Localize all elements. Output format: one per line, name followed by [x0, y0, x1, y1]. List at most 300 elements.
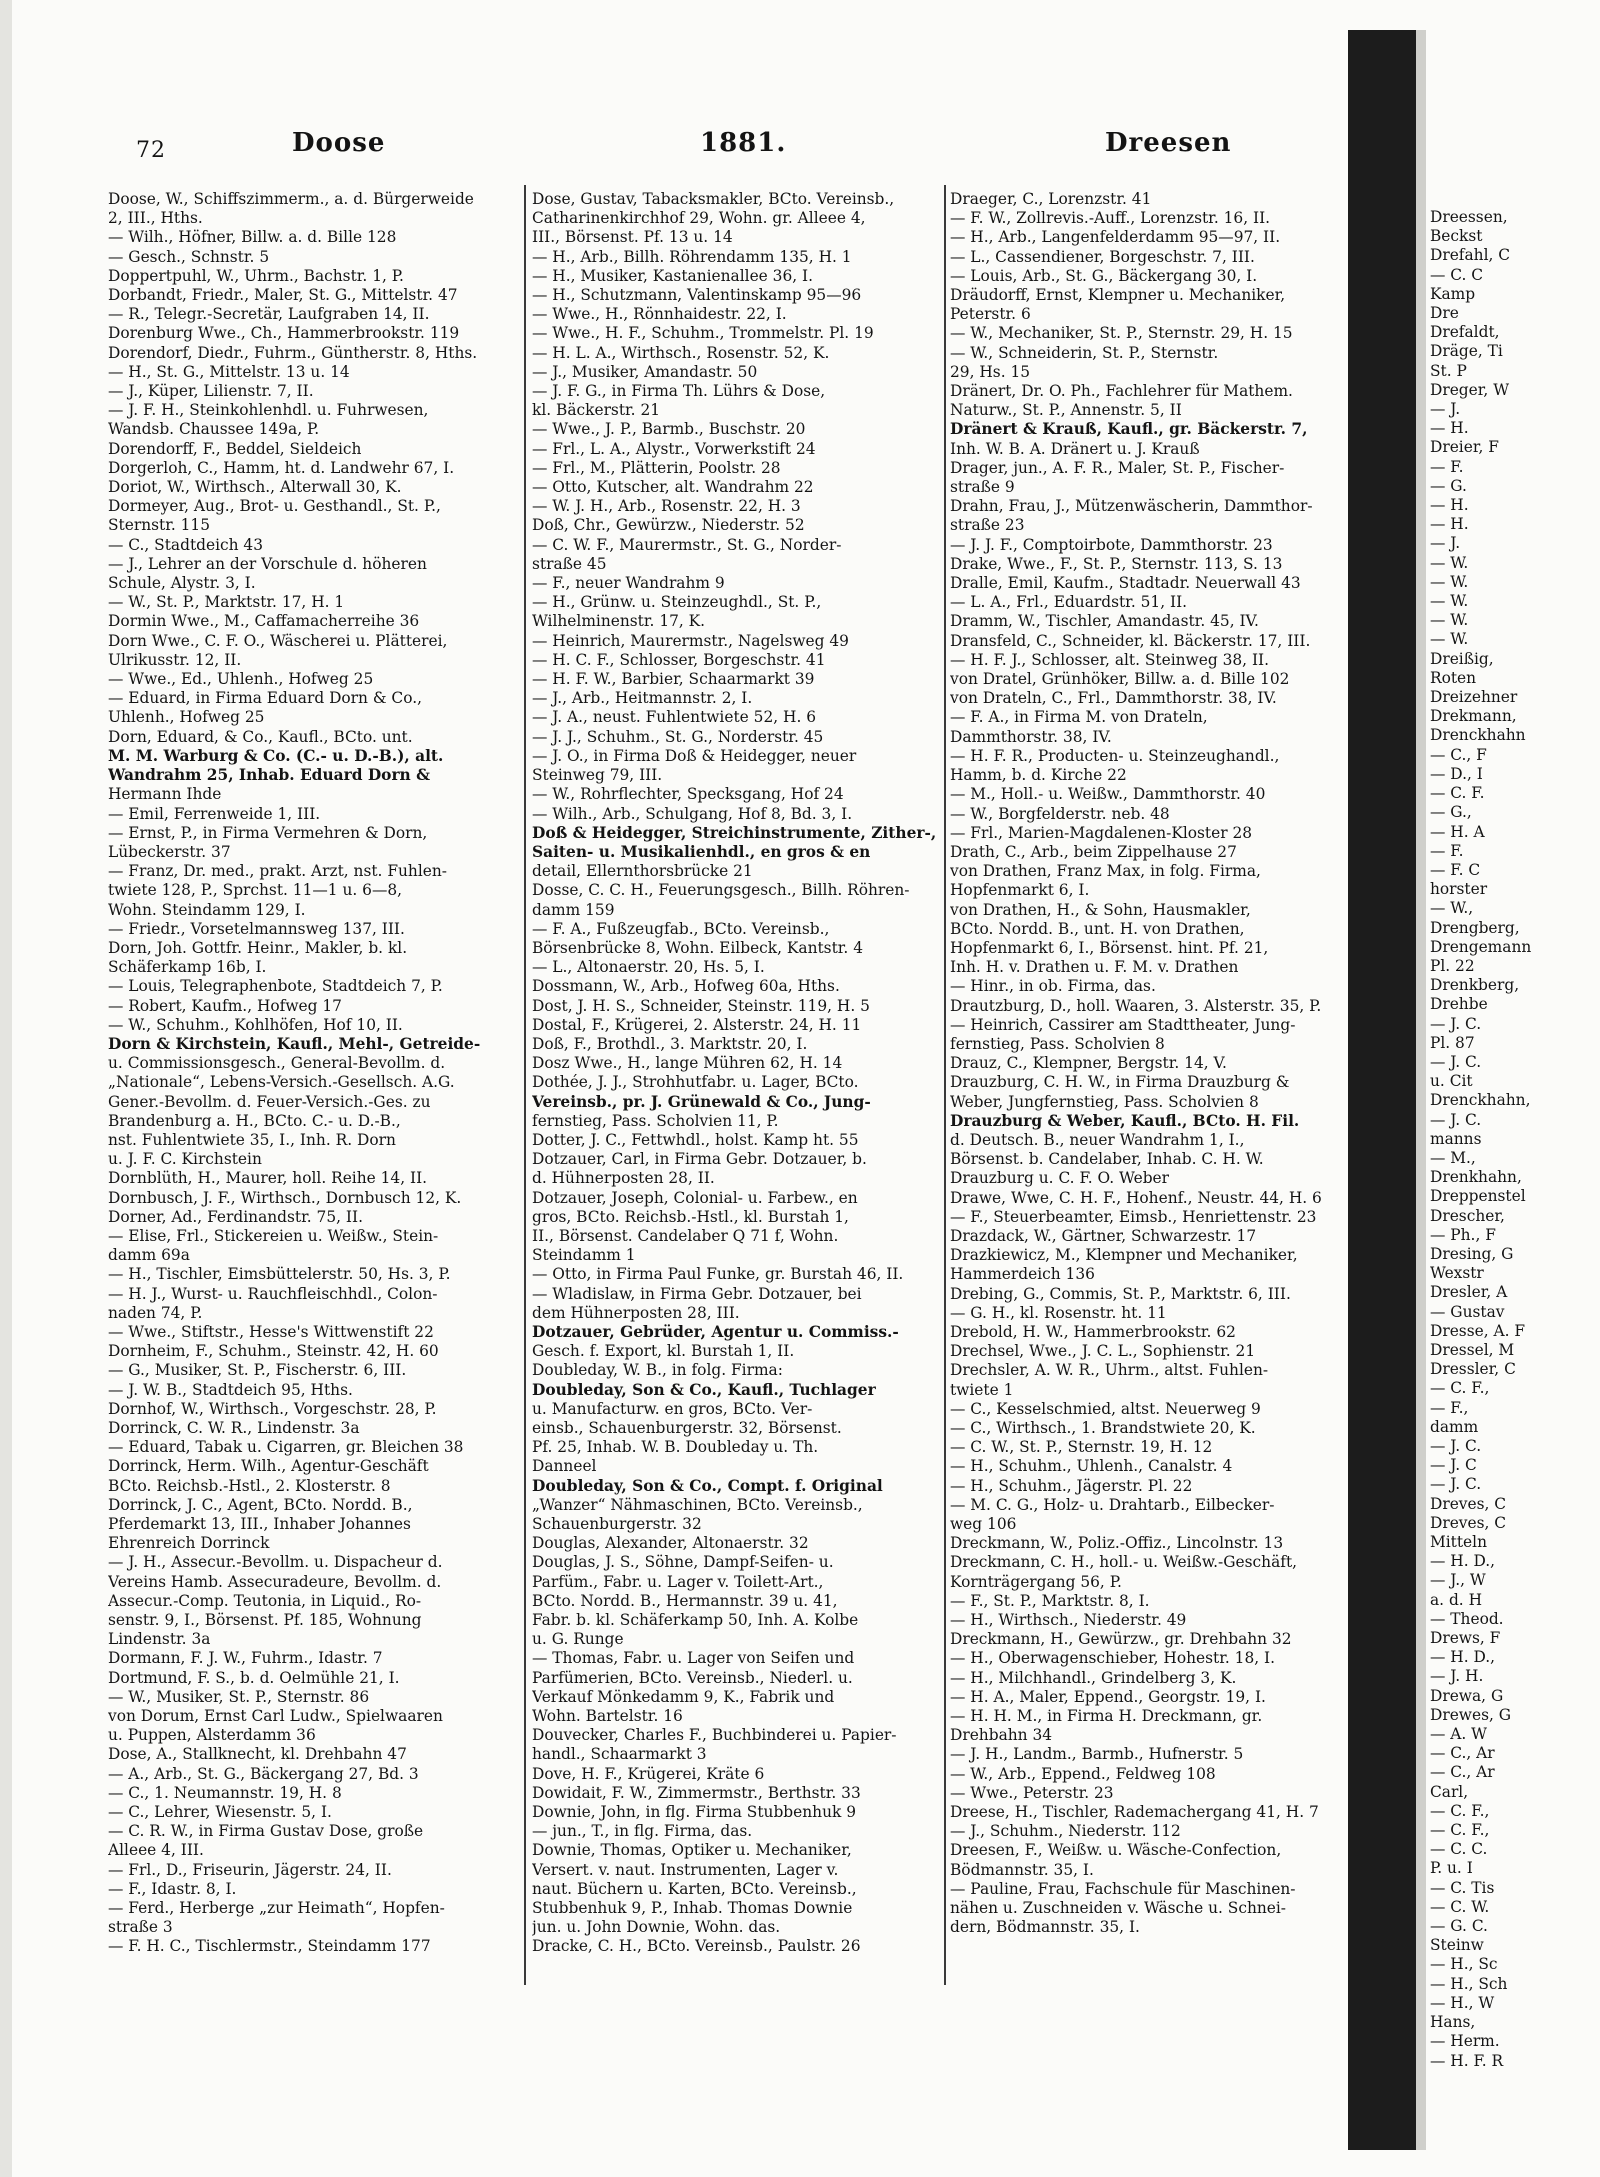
directory-entry-line: Vereinsb., pr. J. Grünewald & Co., Jung-	[532, 1092, 871, 1111]
right-running-head: Dreesen	[1105, 128, 1232, 158]
directory-entry-line: — J., Schuhm., Niederstr. 112	[950, 1822, 1181, 1841]
directory-entry-line: Dorn & Kirchstein, Kaufl., Mehl-, Getreide-	[108, 1034, 481, 1053]
binding-shadow	[1348, 30, 1416, 2150]
directory-entry-line: BCto. Nordd. B., Hermannstr. 39 u. 41,	[532, 1591, 838, 1610]
directory-entry-line: Dornblüth, H., Maurer, holl. Reihe 14, II.	[108, 1169, 428, 1188]
directory-entry-line: — H., Arb., Langenfelderdamm 95—97, II.	[950, 228, 1281, 247]
directory-entry-line: twiete 1	[950, 1380, 1014, 1399]
directory-entry-line: Hamm, b. d. Kirche 22	[950, 766, 1127, 785]
directory-entry-line: Pl. 22	[1430, 956, 1475, 975]
directory-entry-line: — Otto, in Firma Paul Funke, gr. Burstah 46, II.	[532, 1265, 904, 1284]
directory-entry-line: — M.,	[1430, 1148, 1476, 1167]
directory-entry-line: — H., Grünw. u. Steinzeughdl., St. P.,	[532, 593, 822, 612]
directory-entry-line: — W.	[1430, 630, 1469, 649]
directory-entry-line: — H., Schuhm., Jägerstr. Pl. 22	[950, 1476, 1193, 1495]
directory-entry-line: Roten	[1430, 668, 1477, 687]
directory-entry-line: Drenkhahn,	[1430, 1168, 1522, 1187]
directory-entry-line: — Eduard, Tabak u. Cigarren, gr. Bleichen 38	[108, 1438, 464, 1457]
directory-entry-line: naut. Büchern u. Karten, BCto. Vereinsb.,	[532, 1879, 857, 1898]
directory-entry-line: — R., Telegr.-Secretär, Laufgraben 14, II.	[108, 305, 430, 324]
directory-entry-line: — J. H., Assecur.-Bevollm. u. Dispacheur d.	[108, 1553, 443, 1572]
directory-entry-line: — F. W., Zollrevis.-Auff., Lorenzstr. 16, II.	[950, 209, 1271, 228]
directory-column-4-partial	[1430, 208, 1600, 2071]
directory-entry-line: u. Puppen, Alsterdamm 36	[108, 1726, 316, 1745]
directory-entry-line: Dorrinck, C. W. R., Lindenstr. 3a	[108, 1419, 360, 1437]
directory-entry-line: — D., I	[1430, 764, 1483, 783]
directory-entry-line: — J. C.	[1430, 1014, 1482, 1033]
directory-entry-line: Drahn, Frau, J., Mützenwäscherin, Dammthor-	[950, 497, 1313, 516]
directory-entry-line: Kamp	[1430, 284, 1476, 303]
directory-entry-line: Dornbusch, J. F., Wirthsch., Dornbusch 12, K.	[108, 1188, 462, 1207]
directory-entry-line: von Drathen, Franz Max, in folg. Firma,	[950, 862, 1261, 881]
directory-entry-line: Dornheim, F., Schuhm., Steinstr. 42, H. 60	[108, 1342, 439, 1361]
directory-entry-line: — H., Sc	[1430, 1955, 1498, 1974]
directory-entry-line: Schauenburgerstr. 32	[532, 1515, 702, 1534]
year-heading: 1881.	[700, 128, 787, 158]
directory-entry-line: Dammthorstr. 38, IV.	[950, 727, 1112, 746]
directory-entry-line: — F., Steuerbeamter, Eimsb., Henriettenstr. 23	[950, 1207, 1317, 1226]
directory-entry-line: Dräudorff, Ernst, Klempner u. Mechaniker,	[950, 286, 1286, 305]
directory-entry-line: — C., Stadtdeich 43	[108, 535, 264, 554]
directory-entry-line: Dreckmann, W., Poliz.-Offiz., Lincolnstr. 13	[950, 1534, 1284, 1553]
directory-entry-line: — H.	[1430, 515, 1469, 534]
directory-entry-line: Dormin Wwe., M., Caffamacherreihe 36	[108, 612, 420, 631]
directory-entry-line: — F.	[1430, 457, 1464, 476]
directory-entry-line: — H., Schutzmann, Valentinskamp 95—96	[532, 286, 862, 305]
directory-entry-line: Dresse, A. F	[1430, 1321, 1526, 1340]
directory-entry-line: einsb., Schauenburgerstr. 32, Börsenst.	[532, 1419, 842, 1437]
directory-entry-line: — Frl., D., Friseurin, Jägerstr. 24, II.	[108, 1860, 392, 1879]
directory-entry-line: — G. C.	[1430, 1917, 1488, 1936]
directory-entry-line: Fabr. b. kl. Schäferkamp 50, Inh. A. Kolbe	[532, 1611, 859, 1630]
directory-entry-line: — J. A., neust. Fuhlentwiete 52, H. 6	[532, 708, 817, 727]
directory-entry-line: — J.	[1430, 534, 1461, 553]
directory-entry-line: Dorrinck, Herm. Wilh., Agentur-Geschäft	[108, 1457, 429, 1476]
directory-entry-line: — H. A., Maler, Eppend., Georgstr. 19, I.	[950, 1687, 1266, 1706]
directory-entry-line: Douglas, J. S., Söhne, Dampf-Seifen- u.	[532, 1553, 834, 1572]
directory-entry-line: Dransfeld, C., Schneider, kl. Bäckerstr. 17, III.	[950, 631, 1311, 650]
directory-entry-line: Steindamm 1	[532, 1246, 636, 1265]
directory-entry-line: Dotzauer, Joseph, Colonial- u. Farbew., en	[532, 1188, 858, 1207]
directory-entry-line: Dräge, Ti	[1430, 342, 1503, 361]
directory-entry-line: — M. C. G., Holz- u. Drahtarb., Eilbecker-	[950, 1495, 1275, 1514]
directory-entry-line: Downie, John, in flg. Firma Stubbenhuk 9	[532, 1803, 856, 1822]
directory-entry-line: Drauz, C., Klempner, Bergstr. 14, V.	[950, 1054, 1227, 1073]
directory-entry-line: Kornträgergang 56, P.	[950, 1572, 1122, 1591]
directory-entry-line: — F. A., in Firma M. von Drateln,	[950, 708, 1208, 727]
directory-entry-line: — H. A	[1430, 822, 1485, 841]
directory-entry-line: — C. R. W., in Firma Gustav Dose, große	[108, 1822, 424, 1841]
directory-entry-line: Dorrinck, J. C., Agent, BCto. Nordd. B.,	[108, 1495, 413, 1514]
directory-entry-line: Drehbahn 34	[950, 1726, 1053, 1745]
directory-entry-line: — G.	[1430, 476, 1467, 495]
directory-entry-line: Drefaldt,	[1430, 323, 1500, 342]
directory-entry-line: u. J. F. C. Kirchstein	[108, 1150, 262, 1169]
directory-entry-line: Dreger, W	[1430, 380, 1510, 399]
directory-entry-line: Brandenburg a. H., BCto. C.- u. D.-B.,	[108, 1111, 401, 1130]
directory-entry-line: — W.	[1430, 611, 1469, 630]
directory-entry-line: Inh. W. B. A. Dränert u. J. Krauß	[950, 439, 1200, 458]
directory-entry-line: Downie, Thomas, Optiker u. Mechaniker,	[532, 1841, 852, 1860]
directory-entry-line: — Frl., M., Plätterin, Poolstr. 28	[532, 458, 781, 477]
directory-entry-line: Hermann Ihde	[108, 785, 222, 804]
directory-entry-line: — Ferd., Herberge „zur Heimath“, Hopfen-	[108, 1899, 445, 1918]
directory-entry-line: twiete 128, P., Sprchst. 11—1 u. 6—8,	[108, 881, 403, 900]
directory-entry-line: Steinweg 79, III.	[532, 766, 663, 785]
directory-entry-line: Schäferkamp 16b, I.	[108, 958, 267, 977]
directory-entry-line: Dreckmann, C. H., holl.- u. Weißw.-Geschäft,	[950, 1553, 1298, 1572]
directory-entry-line: — C. W., St. P., Sternstr. 19, H. 12	[950, 1438, 1213, 1457]
directory-entry-line: Ehrenreich Dorrinck	[108, 1534, 270, 1553]
directory-entry-line: — C., Ar	[1430, 1744, 1495, 1763]
directory-entry-line: Hopfenmarkt 6, I.	[950, 881, 1090, 900]
directory-entry-line: BCto. Nordd. B., unt. H. von Drathen,	[950, 919, 1245, 938]
directory-entry-line: Dosz Wwe., H., lange Mühren 62, H. 14	[532, 1054, 843, 1073]
directory-entry-line: nst. Fuhlentwiete 35, I., Inh. R. Dorn	[108, 1130, 396, 1149]
directory-entry-line: — G.,	[1430, 803, 1472, 822]
directory-entry-line: — W.	[1430, 572, 1469, 591]
directory-entry-line: — C., 1. Neumannstr. 19, H. 8	[108, 1783, 342, 1802]
directory-entry-line: gros, BCto. Reichsb.-Hstl., kl. Burstah 1,	[532, 1207, 849, 1226]
directory-entry-line: Dralle, Emil, Kaufm., Stadtadr. Neuerwall 43	[950, 574, 1301, 593]
directory-entry-line: Gesch. f. Export, kl. Burstah 1, II.	[532, 1342, 795, 1361]
directory-entry-line: — Louis, Arb., St. G., Bäckergang 30, I.	[950, 266, 1258, 285]
directory-entry-line: — H. F. R., Producten- u. Steinzeughandl.,	[950, 746, 1280, 765]
directory-entry-line: Lübeckerstr. 37	[108, 842, 231, 861]
directory-entry-line: — H., W	[1430, 1993, 1495, 2012]
directory-entry-line: Drenkberg,	[1430, 976, 1520, 995]
directory-entry-line: — W.,	[1430, 899, 1474, 918]
directory-entry-line: — Emil, Ferrenweide 1, III.	[108, 804, 321, 823]
directory-entry-line: fernstieg, Pass. Scholvien 11, P.	[532, 1111, 779, 1130]
directory-entry-line: — W., St. P., Marktstr. 17, H. 1	[108, 593, 345, 612]
directory-entry-line: — C. W.	[1430, 1897, 1490, 1916]
directory-entry-line: Wohn. Bartelstr. 16	[532, 1707, 683, 1726]
directory-entry-line: — Wwe., Stiftstr., Hesse's Wittwenstift 22	[108, 1322, 434, 1341]
directory-entry-line: naden 74, P.	[108, 1303, 203, 1322]
directory-entry-line: Stubbenhuk 9, P., Inhab. Thomas Downie	[532, 1899, 853, 1918]
directory-entry-line: Börsenst. b. Candelaber, Inhab. C. H. W.	[950, 1150, 1264, 1169]
directory-entry-line: — Louis, Telegraphenbote, Stadtdeich 7, P.	[108, 977, 443, 996]
directory-entry-line: — Eduard, in Firma Eduard Dorn & Co.,	[108, 689, 422, 708]
directory-entry-line: — Gesch., Schnstr. 5	[108, 247, 270, 266]
directory-entry-line: „Wanzer“ Nähmaschinen, BCto. Vereinsb.,	[532, 1495, 863, 1514]
directory-entry-line: — Pauline, Frau, Fachschule für Maschinen-	[950, 1879, 1296, 1898]
directory-entry-line: Parfümerien, BCto. Vereinsb., Niederl. u.	[532, 1668, 853, 1687]
directory-entry-line: — H.	[1430, 419, 1469, 438]
directory-entry-line: Dre	[1430, 304, 1459, 323]
directory-entry-line: Douvecker, Charles F., Buchbinderei u. Papier-	[532, 1726, 897, 1745]
directory-entry-line: — F.	[1430, 841, 1464, 860]
scan-left-edge	[0, 0, 12, 2177]
directory-entry-line: — C., Wirthsch., 1. Brandstwiete 20, K.	[950, 1419, 1256, 1437]
directory-entry-line: Verkauf Mönkedamm 9, K., Fabrik und	[532, 1687, 835, 1706]
column-rule-1	[524, 185, 526, 1985]
directory-entry-line: — Otto, Kutscher, alt. Wandrahm 22	[532, 478, 814, 497]
directory-entry-line: Draeger, C., Lorenzstr. 41	[950, 190, 1152, 208]
directory-entry-line: Drebold, H. W., Hammerbrookstr. 62	[950, 1322, 1236, 1341]
directory-entry-line: — Theod.	[1430, 1609, 1504, 1628]
directory-entry-line: Drautzburg, D., holl. Waaren, 3. Alsterstr. 35, P.	[950, 996, 1322, 1015]
directory-entry-line: — Herm.	[1430, 2032, 1500, 2051]
directory-entry-line: Gener.-Bevollm. d. Feuer-Versich.-Ges. zu	[108, 1092, 431, 1111]
page-gutter	[1416, 30, 1426, 2150]
directory-entry-line: Dormeyer, Aug., Brot- u. Gesthandl., St. P.,	[108, 497, 441, 516]
directory-entry-line: von Dorum, Ernst Carl Ludw., Spielwaaren	[108, 1707, 443, 1726]
directory-entry-line: — jun., T., in flg. Firma, das.	[532, 1822, 753, 1841]
directory-entry-line: jun. u. John Downie, Wohn. das.	[532, 1918, 781, 1937]
directory-entry-line: fernstieg, Pass. Scholvien 8	[950, 1034, 1165, 1053]
directory-entry-line: Drauzburg u. C. F. O. Weber	[950, 1169, 1170, 1188]
directory-entry-line: Pferdemarkt 13, III., Inhaber Johannes	[108, 1515, 411, 1534]
directory-entry-line: straße 23	[950, 516, 1025, 535]
directory-entry-line: — W.	[1430, 553, 1469, 572]
directory-entry-line: — F., neuer Wandrahm 9	[532, 574, 725, 593]
directory-entry-line: — Robert, Kaufm., Hofweg 17	[108, 996, 342, 1015]
directory-entry-line: Drager, jun., A. F. R., Maler, St. P., Fischer-	[950, 458, 1285, 477]
directory-entry-line: Douglas, Alexander, Altonaerstr. 32	[532, 1534, 809, 1553]
directory-entry-line: — H. C. F., Schlosser, Borgeschstr. 41	[532, 650, 826, 669]
directory-entry-line: — H. H. M., in Firma H. Dreckmann, gr.	[950, 1707, 1263, 1726]
directory-entry-line: Dost, J. H. S., Schneider, Steinstr. 119, H. 5	[532, 996, 870, 1015]
directory-entry-line: Wilhelminenstr. 17, K.	[532, 612, 706, 631]
directory-entry-line: Drehbe	[1430, 995, 1488, 1014]
directory-entry-line: — H. D.,	[1430, 1552, 1496, 1571]
directory-entry-line: — Frl., Marien-Magdalenen-Kloster 28	[950, 823, 1253, 842]
directory-entry-line: Lindenstr. 3a	[108, 1630, 211, 1649]
directory-entry-line: Dormann, F. J. W., Fuhrm., Idastr. 7	[108, 1649, 383, 1668]
directory-entry-line: Weber, Jungfernstieg, Pass. Scholvien 8	[950, 1092, 1259, 1111]
directory-entry-line: Doß, Chr., Gewürzw., Niederstr. 52	[532, 516, 805, 535]
directory-entry-line: horster	[1430, 880, 1488, 899]
directory-entry-line: Drawe, Wwe, C. H. F., Hohenf., Neustr. 44, H. 6	[950, 1188, 1322, 1207]
directory-entry-line: 2, III., Hths.	[108, 209, 203, 228]
directory-column-1	[108, 190, 518, 1957]
directory-entry-line: Dreckmann, H., Gewürzw., gr. Drehbahn 32	[950, 1630, 1292, 1649]
directory-entry-line: Drekmann,	[1430, 707, 1517, 726]
directory-entry-line: straße 9	[950, 478, 1015, 497]
directory-entry-line: — F., Idastr. 8, I.	[108, 1879, 237, 1898]
directory-entry-line: Dränert, Dr. O. Ph., Fachlehrer für Mathem.	[950, 382, 1293, 401]
directory-entry-line: Dorn, Eduard, & Co., Kaufl., BCto. unt.	[108, 727, 413, 746]
directory-entry-line: Drazkiewicz, M., Klempner und Mechaniker,	[950, 1246, 1298, 1265]
directory-entry-line: — H., Milchhandl., Grindelberg 3, K.	[950, 1668, 1237, 1687]
directory-entry-line: — J. J., Schuhm., St. G., Norderstr. 45	[532, 727, 824, 746]
directory-entry-line: Danneel	[532, 1457, 597, 1476]
directory-entry-line: — L. A., Frl., Eduardstr. 51, II.	[950, 593, 1188, 612]
directory-entry-line: M. M. Warburg & Co. (C.- u. D.-B.), alt.	[108, 746, 444, 765]
directory-entry-line: — Wwe., Peterstr. 23	[950, 1783, 1114, 1802]
directory-entry-line: a. d. H	[1430, 1590, 1483, 1609]
directory-entry-line: — J. C.	[1430, 1475, 1482, 1494]
directory-entry-line: „Nationale“, Lebens-Versich.-Gesellsch. A.G.	[108, 1073, 455, 1092]
directory-entry-line: — W., Rohrflechter, Specksgang, Hof 24	[532, 785, 844, 804]
directory-entry-line: — W.	[1430, 592, 1469, 611]
directory-entry-line: Dreißig,	[1430, 649, 1494, 668]
directory-entry-line: — J. H., Landm., Barmb., Hufnerstr. 5	[950, 1745, 1244, 1764]
directory-entry-line: — W., Musiker, St. P., Sternstr. 86	[108, 1687, 370, 1706]
directory-entry-line: — F. C	[1430, 860, 1481, 879]
directory-entry-line: Wandsb. Chaussee 149a, P.	[108, 420, 320, 439]
directory-entry-line: senstr. 9, I., Börsenst. Pf. 185, Wohnung	[108, 1611, 422, 1630]
directory-entry-line: Drenckhahn,	[1430, 1091, 1531, 1110]
directory-entry-line: — F.,	[1430, 1398, 1469, 1417]
directory-entry-line: Alleee 4, III.	[108, 1841, 204, 1860]
directory-entry-line: Dotzauer, Carl, in Firma Gebr. Dotzauer, b.	[532, 1150, 867, 1169]
directory-entry-line: Drauzburg & Weber, Kaufl., BCto. H. Fil.	[950, 1111, 1300, 1130]
left-running-head: Doose	[292, 128, 386, 158]
directory-entry-line: Dornhof, W., Wirthsch., Vorgeschstr. 28, P.	[108, 1399, 437, 1418]
directory-entry-line: — Ernst, P., in Firma Vermehren & Dorn,	[108, 823, 428, 842]
directory-entry-line: Sternstr. 115	[108, 516, 211, 535]
directory-entry-line: u. Commissionsgesch., General-Bevollm. d.	[108, 1054, 446, 1073]
directory-entry-line: Dosse, C. C. H., Feuerungsgesch., Billh. Röhren-	[532, 881, 910, 900]
directory-entry-line: — C., Ar	[1430, 1763, 1495, 1782]
directory-entry-line: — L., Altonaerstr. 20, Hs. 5, I.	[532, 958, 765, 977]
directory-column-3	[950, 190, 1344, 1937]
directory-entry-line: — J. J. F., Comptoirbote, Dammthorstr. 23	[950, 535, 1273, 554]
directory-entry-line: — H., Musiker, Kastanienallee 36, I.	[532, 266, 814, 285]
directory-entry-line: — F. H. C., Tischlermstr., Steindamm 177	[108, 1937, 431, 1956]
directory-entry-line: Dose, Gustav, Tabacksmakler, BCto. Vereinsb.,	[532, 190, 895, 208]
directory-entry-line: — Wwe., Ed., Uhlenh., Hofweg 25	[108, 670, 374, 689]
directory-entry-line: Bödmannstr. 35, I.	[950, 1860, 1094, 1879]
directory-entry-line: Dothée, J. J., Strohhutfabr. u. Lager, BCto.	[532, 1073, 859, 1092]
directory-entry-line: Börsenbrücke 8, Wohn. Eilbeck, Kantstr. 4	[532, 938, 864, 957]
directory-entry-line: Drews, F	[1430, 1629, 1501, 1648]
directory-entry-line: St. P	[1430, 361, 1467, 380]
directory-entry-line: Dorner, Ad., Ferdinandstr. 75, II.	[108, 1207, 363, 1226]
directory-entry-line: — J.	[1430, 400, 1461, 419]
directory-entry-line: — J. C.	[1430, 1437, 1482, 1455]
directory-entry-line: Catharinenkirchhof 29, Wohn. gr. Alleee 4,	[532, 209, 866, 228]
directory-entry-line: — J. C.	[1430, 1110, 1482, 1129]
directory-entry-line: Drauzburg, C. H. W., in Firma Drauzburg &	[950, 1073, 1290, 1092]
directory-entry-line: — J., Arb., Heitmannstr. 2, I.	[532, 689, 753, 708]
directory-entry-line: straße 45	[532, 554, 607, 573]
directory-entry-line: Dorbandt, Friedr., Maler, St. G., Mittelstr. 47	[108, 286, 458, 305]
directory-entry-line: — Gustav	[1430, 1302, 1505, 1321]
directory-entry-line: — H., Oberwagenschieber, Hohestr. 18, I.	[950, 1649, 1275, 1668]
directory-entry-line: — C. C.	[1430, 1840, 1488, 1859]
directory-entry-line: u. Manufacturw. en gros, BCto. Ver-	[532, 1399, 813, 1418]
directory-entry-line: — G. H., kl. Rosenstr. ht. 11	[950, 1303, 1167, 1322]
directory-entry-line: Doß & Heidegger, Streichinstrumente, Zither-,	[532, 823, 937, 842]
directory-entry-line: Drewa, G	[1430, 1686, 1504, 1705]
directory-entry-line: Doubleday, W. B., in folg. Firma:	[532, 1361, 783, 1380]
directory-entry-line: Hopfenmarkt 6, I., Börsenst. hint. Pf. 21,	[950, 938, 1269, 957]
directory-entry-line: — J. H.	[1430, 1667, 1484, 1686]
directory-entry-line: — Wilh., Arb., Schulgang, Hof 8, Bd. 3, I.	[532, 804, 853, 823]
directory-entry-line: Schule, Alystr. 3, I.	[108, 574, 256, 593]
directory-entry-line: — C. F.,	[1430, 1821, 1490, 1840]
directory-entry-line: — J. O., in Firma Doß & Heidegger, neuer	[532, 746, 857, 765]
directory-entry-line: BCto. Reichsb.-Hstl., 2. Klosterstr. 8	[108, 1476, 391, 1495]
directory-entry-line: — M., Holl.- u. Weißw., Dammthorstr. 40	[950, 785, 1266, 804]
directory-entry-line: Pf. 25, Inhab. W. B. Doubleday u. Th.	[532, 1438, 819, 1457]
directory-entry-line: Wohn. Steindamm 129, I.	[108, 900, 306, 919]
directory-entry-line: — H., Sch	[1430, 1974, 1508, 1993]
directory-entry-line: — C. Tis	[1430, 1878, 1495, 1897]
directory-entry-line: — J. F. H., Steinkohlenhdl. u. Fuhrwesen,	[108, 401, 429, 420]
directory-entry-line: Dresing, G	[1430, 1244, 1514, 1263]
directory-entry-line: Dove, H. F., Krügerei, Kräte 6	[532, 1764, 765, 1783]
directory-entry-line: Drengemann	[1430, 937, 1532, 956]
directory-entry-line: Dowidait, F. W., Zimmermstr., Berthstr. 33	[532, 1783, 861, 1802]
directory-entry-line: von Dratel, Grünhöker, Billw. a. d. Bille 102	[950, 670, 1290, 689]
directory-entry-line: Dressel, M	[1430, 1340, 1515, 1359]
directory-entry-line: Vereins Hamb. Assecuradeure, Bevollm. d.	[108, 1572, 442, 1591]
directory-entry-line: Doubleday, Son & Co., Kaufl., Tuchlager	[532, 1380, 876, 1399]
column-rule-2	[944, 185, 946, 1985]
directory-entry-line: von Drathen, H., & Sohn, Hausmakler,	[950, 900, 1251, 919]
directory-entry-line: Beckst	[1430, 227, 1483, 246]
directory-entry-line: — H. F. J., Schlosser, alt. Steinweg 38, II.	[950, 650, 1270, 669]
directory-entry-line: Pl. 87	[1430, 1033, 1475, 1052]
directory-entry-line: Drechsel, Wwe., J. C. L., Sophienstr. 21	[950, 1342, 1256, 1361]
directory-entry-line: Carl,	[1430, 1782, 1469, 1801]
directory-entry-line: Hammerdeich 136	[950, 1265, 1095, 1284]
directory-entry-line: Drewes, G	[1430, 1705, 1512, 1724]
directory-entry-line: — L., Cassendiener, Borgeschstr. 7, III.	[950, 247, 1255, 266]
directory-entry-line: Ulrikusstr. 12, II.	[108, 650, 242, 669]
directory-entry-line: Dorenburg Wwe., Ch., Hammerbrookstr. 119	[108, 324, 460, 343]
directory-entry-line: — H., Schuhm., Uhlenh., Canalstr. 4	[950, 1457, 1233, 1476]
directory-entry-line: Drefahl, C	[1430, 246, 1511, 265]
directory-entry-line: Saiten- u. Musikalienhdl., en gros & en	[532, 842, 871, 861]
directory-entry-line: Dotter, J. C., Fettwhdl., holst. Kamp ht. 55	[532, 1130, 859, 1149]
directory-entry-line: — Heinrich, Cassirer am Stadttheater, Jung-	[950, 1015, 1296, 1034]
directory-entry-line: — W., Arb., Eppend., Feldweg 108	[950, 1764, 1216, 1783]
directory-entry-line: Dorendorf, Diedr., Fuhrm., Güntherstr. 8, Hths.	[108, 343, 478, 362]
directory-entry-line: u. Cit	[1430, 1072, 1473, 1091]
directory-entry-line: — J., Küper, Lilienstr. 7, II.	[108, 382, 314, 401]
page-number: 72	[136, 138, 166, 163]
directory-entry-line: nähen u. Zuschneiden v. Wäsche u. Schnei-	[950, 1899, 1287, 1918]
directory-entry-line: — W., Mechaniker, St. P., Sternstr. 29, H. 15	[950, 324, 1293, 343]
directory-entry-line: — Franz, Dr. med., prakt. Arzt, nst. Fuhlen-	[108, 862, 447, 881]
directory-entry-line: — C. F.,	[1430, 1801, 1490, 1820]
directory-entry-line: Drengberg,	[1430, 918, 1520, 937]
directory-entry-line: — A., Arb., St. G., Bäckergang 27, Bd. 3	[108, 1764, 419, 1783]
directory-entry-line: Drenckhahn	[1430, 726, 1526, 745]
directory-entry-line: — Ph., F	[1430, 1225, 1496, 1244]
directory-entry-line: — J., Musiker, Amandastr. 50	[532, 362, 758, 381]
directory-entry-line: detail, Ellernthorsbrücke 21	[532, 862, 753, 881]
directory-entry-line: Versert. v. naut. Instrumenten, Lager v.	[532, 1860, 839, 1879]
directory-entry-line: — H. L. A., Wirthsch., Rosenstr. 52, K.	[532, 343, 830, 362]
directory-entry-line: straße 3	[108, 1918, 173, 1937]
directory-entry-line: Dressler, C	[1430, 1360, 1516, 1379]
directory-entry-line: — H. F. W., Barbier, Schaarmarkt 39	[532, 670, 815, 689]
directory-entry-line: — Heinrich, Maurermstr., Nagelsweg 49	[532, 631, 849, 650]
directory-entry-line: — H., Arb., Billh. Röhrendamm 135, H. 1	[532, 247, 852, 266]
directory-entry-line: Doose, W., Schiffszimmerm., a. d. Bürgerweide	[108, 190, 474, 208]
directory-entry-line: — A. W	[1430, 1725, 1488, 1744]
directory-entry-line: Peterstr. 6	[950, 305, 1031, 324]
directory-entry-line: Dorn, Joh. Gottfr. Heinr., Makler, b. kl.	[108, 938, 408, 957]
directory-entry-line: Hans,	[1430, 2013, 1476, 2032]
directory-entry-line: — C., F	[1430, 745, 1487, 764]
directory-entry-line: Dreier, F	[1430, 438, 1499, 457]
directory-entry-line: Doppertpuhl, W., Uhrm., Bachstr. 1, P.	[108, 266, 404, 285]
directory-entry-line: — H. J., Wurst- u. Rauchfleischhdl., Colon-	[108, 1284, 438, 1303]
directory-entry-line: kl. Bäckerstr. 21	[532, 401, 661, 420]
directory-entry-line: — J., Lehrer an der Vorschule d. höheren	[108, 554, 427, 573]
directory-column-2	[532, 190, 940, 1957]
directory-entry-line: Dreppenstel	[1430, 1187, 1526, 1206]
directory-entry-line: — W., Schneiderin, St. P., Sternstr.	[950, 343, 1219, 362]
